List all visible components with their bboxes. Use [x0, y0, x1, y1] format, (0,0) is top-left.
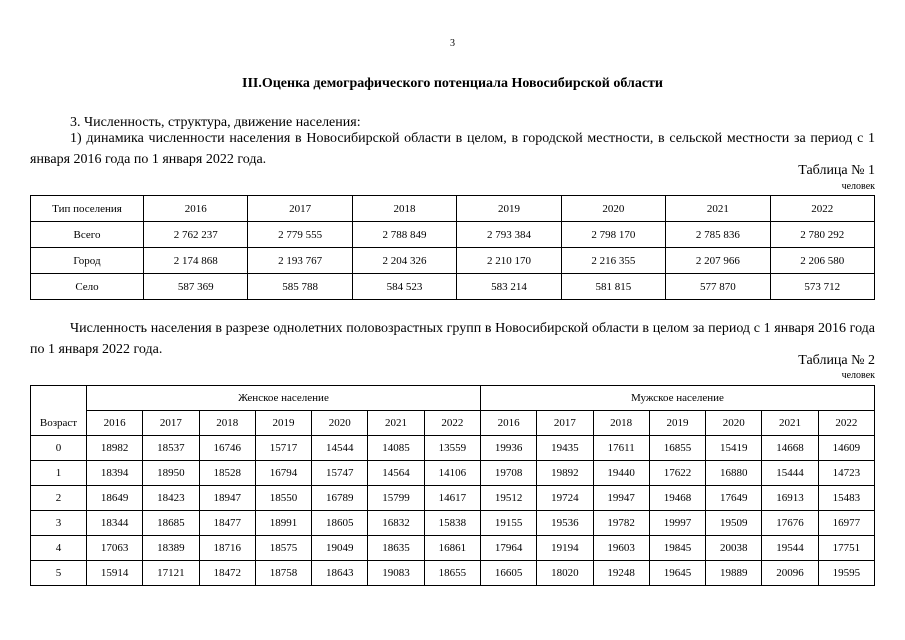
page-number: 3: [450, 38, 455, 49]
age-cell: 2: [31, 486, 87, 511]
female-cell: 18550: [255, 486, 311, 511]
female-cell: 16861: [424, 536, 480, 561]
female-cell: 14106: [424, 461, 480, 486]
row-label: Город: [31, 248, 144, 274]
table-cell: 581 815: [561, 274, 665, 300]
male-cell: 16855: [649, 436, 705, 461]
female-cell: 18991: [255, 511, 311, 536]
male-cell: 19435: [537, 436, 593, 461]
column-header-year: 2022: [770, 196, 874, 222]
male-cell: 19603: [593, 536, 649, 561]
male-cell: 14609: [818, 436, 874, 461]
male-cell: 19248: [593, 561, 649, 586]
table-row: [31, 248, 875, 274]
male-cell: 17649: [706, 486, 762, 511]
table-row: [31, 536, 875, 561]
male-cell: 17611: [593, 436, 649, 461]
male-cell: 19468: [649, 486, 705, 511]
female-year-header: 2020: [312, 411, 368, 436]
table-cell: 2 174 868: [144, 248, 248, 274]
table-cell: 2 793 384: [457, 222, 561, 248]
female-cell: 18477: [199, 511, 255, 536]
table-row: [31, 561, 875, 586]
female-cell: 18758: [255, 561, 311, 586]
male-cell: 15419: [706, 436, 762, 461]
female-cell: 19049: [312, 536, 368, 561]
age-column-header: Возраст: [31, 411, 87, 436]
table-cell: 2 779 555: [248, 222, 352, 248]
table-cell: 585 788: [248, 274, 352, 300]
female-cell: 18982: [87, 436, 143, 461]
male-cell: 20038: [706, 536, 762, 561]
section-title: III.Оценка демографического потенциала Новосибирской области: [242, 76, 663, 91]
age-cell: 0: [31, 436, 87, 461]
row-label: Всего: [31, 222, 144, 248]
male-year-header: 2018: [593, 411, 649, 436]
table-row: [31, 274, 875, 300]
female-year-header: 2018: [199, 411, 255, 436]
male-cell: 19947: [593, 486, 649, 511]
female-cell: 17121: [143, 561, 199, 586]
female-year-header: 2019: [255, 411, 311, 436]
male-cell: 19892: [537, 461, 593, 486]
table2-caption: Таблица № 2: [798, 353, 875, 368]
male-cell: 19440: [593, 461, 649, 486]
male-cell: 19782: [593, 511, 649, 536]
female-cell: 13559: [424, 436, 480, 461]
male-cell: 19509: [706, 511, 762, 536]
male-cell: 18020: [537, 561, 593, 586]
table-cell: 2 207 966: [666, 248, 770, 274]
female-cell: 18685: [143, 511, 199, 536]
column-header-year: 2016: [144, 196, 248, 222]
female-cell: 18344: [87, 511, 143, 536]
table1-caption: Таблица № 1: [798, 163, 875, 178]
column-header: Тип поселения: [31, 196, 144, 222]
male-cell: 17964: [480, 536, 536, 561]
female-cell: 18605: [312, 511, 368, 536]
male-cell: 15483: [818, 486, 874, 511]
table-cell: 584 523: [352, 274, 456, 300]
male-year-header: 2016: [480, 411, 536, 436]
female-cell: 15717: [255, 436, 311, 461]
paragraph-age-groups: Численность населения в разрезе однолетних половозрастных групп в Новосибирской области в целом за период с 1 января 2016 года по 1 января 2022 года.: [30, 321, 875, 357]
table-cell: 583 214: [457, 274, 561, 300]
female-cell: 18389: [143, 536, 199, 561]
male-cell: 19536: [537, 511, 593, 536]
table-cell: 587 369: [144, 274, 248, 300]
male-cell: 16605: [480, 561, 536, 586]
female-cell: 16832: [368, 511, 424, 536]
male-year-header: 2021: [762, 411, 818, 436]
age-cell: 1: [31, 461, 87, 486]
male-cell: 19936: [480, 436, 536, 461]
female-cell: 18394: [87, 461, 143, 486]
male-cell: 19194: [537, 536, 593, 561]
female-cell: 18635: [368, 536, 424, 561]
male-cell: 19889: [706, 561, 762, 586]
table-header-row: [31, 196, 875, 222]
table-cell: 577 870: [666, 274, 770, 300]
age-cell: 5: [31, 561, 87, 586]
female-cell: 15838: [424, 511, 480, 536]
male-year-header: 2019: [649, 411, 705, 436]
female-year-header: 2021: [368, 411, 424, 436]
row-label: Село: [31, 274, 144, 300]
female-cell: 18528: [199, 461, 255, 486]
male-cell: 14668: [762, 436, 818, 461]
male-cell: 16913: [762, 486, 818, 511]
table1-unit: человек: [841, 181, 875, 192]
male-cell: 19544: [762, 536, 818, 561]
female-cell: 18472: [199, 561, 255, 586]
table-cell: 2 798 170: [561, 222, 665, 248]
table-cell: 2 210 170: [457, 248, 561, 274]
table-cell: 2 762 237: [144, 222, 248, 248]
table-row: [31, 486, 875, 511]
female-cell: 18716: [199, 536, 255, 561]
table-cell: 2 206 580: [770, 248, 874, 274]
female-cell: 19083: [368, 561, 424, 586]
male-cell: 19997: [649, 511, 705, 536]
female-cell: 14617: [424, 486, 480, 511]
female-year-header: 2017: [143, 411, 199, 436]
female-group-header: Женское население: [87, 386, 481, 411]
table-cell: 2 785 836: [666, 222, 770, 248]
table-row: [31, 436, 875, 461]
male-cell: 20096: [762, 561, 818, 586]
male-year-header: 2017: [537, 411, 593, 436]
paragraph-heading: 3. Численность, структура, движение населения:: [70, 115, 361, 130]
female-cell: 15914: [87, 561, 143, 586]
female-cell: 16746: [199, 436, 255, 461]
female-year-header: 2016: [87, 411, 143, 436]
column-header-year: 2021: [666, 196, 770, 222]
table-row: [31, 461, 875, 486]
column-header-year: 2020: [561, 196, 665, 222]
age-cell: 3: [31, 511, 87, 536]
male-cell: 19708: [480, 461, 536, 486]
male-cell: 19155: [480, 511, 536, 536]
male-cell: 19845: [649, 536, 705, 561]
female-cell: 18649: [87, 486, 143, 511]
table-cell: 573 712: [770, 274, 874, 300]
female-cell: 16789: [312, 486, 368, 511]
column-header-year: 2019: [457, 196, 561, 222]
female-cell: 14544: [312, 436, 368, 461]
table-header-row: [31, 386, 875, 411]
age-sex-table: [30, 385, 875, 586]
male-cell: 17751: [818, 536, 874, 561]
empty-header-cell: [31, 386, 87, 411]
table-cell: 2 780 292: [770, 222, 874, 248]
female-cell: 14085: [368, 436, 424, 461]
male-cell: 19595: [818, 561, 874, 586]
column-header-year: 2017: [248, 196, 352, 222]
male-cell: 15444: [762, 461, 818, 486]
table-cell: 2 216 355: [561, 248, 665, 274]
male-cell: 17676: [762, 511, 818, 536]
female-cell: 18950: [143, 461, 199, 486]
female-cell: 18947: [199, 486, 255, 511]
male-cell: 17622: [649, 461, 705, 486]
column-header-year: 2018: [352, 196, 456, 222]
male-cell: 16880: [706, 461, 762, 486]
table-row: [31, 511, 875, 536]
male-group-header: Мужское население: [480, 386, 874, 411]
female-cell: 18537: [143, 436, 199, 461]
table2-unit: человек: [841, 370, 875, 381]
female-cell: 16794: [255, 461, 311, 486]
age-cell: 4: [31, 536, 87, 561]
male-cell: 19645: [649, 561, 705, 586]
female-cell: 18655: [424, 561, 480, 586]
table-cell: 2 193 767: [248, 248, 352, 274]
table-header-row: [31, 411, 875, 436]
male-year-header: 2020: [706, 411, 762, 436]
male-cell: 14723: [818, 461, 874, 486]
female-cell: 18575: [255, 536, 311, 561]
population-table: [30, 195, 875, 300]
female-cell: 15747: [312, 461, 368, 486]
male-year-header: 2022: [818, 411, 874, 436]
female-cell: 18643: [312, 561, 368, 586]
male-cell: 19724: [537, 486, 593, 511]
female-cell: 18423: [143, 486, 199, 511]
table-cell: 2 788 849: [352, 222, 456, 248]
paragraph-dynamics: 1) динамика численности населения в Новосибирской области в целом, в городской местности, в сельской местности за период с 1 января 2016 года по 1 января 2022 года.: [30, 131, 875, 167]
female-cell: 15799: [368, 486, 424, 511]
male-cell: 16977: [818, 511, 874, 536]
female-year-header: 2022: [424, 411, 480, 436]
female-cell: 14564: [368, 461, 424, 486]
table-cell: 2 204 326: [352, 248, 456, 274]
female-cell: 17063: [87, 536, 143, 561]
table-row: [31, 222, 875, 248]
male-cell: 19512: [480, 486, 536, 511]
